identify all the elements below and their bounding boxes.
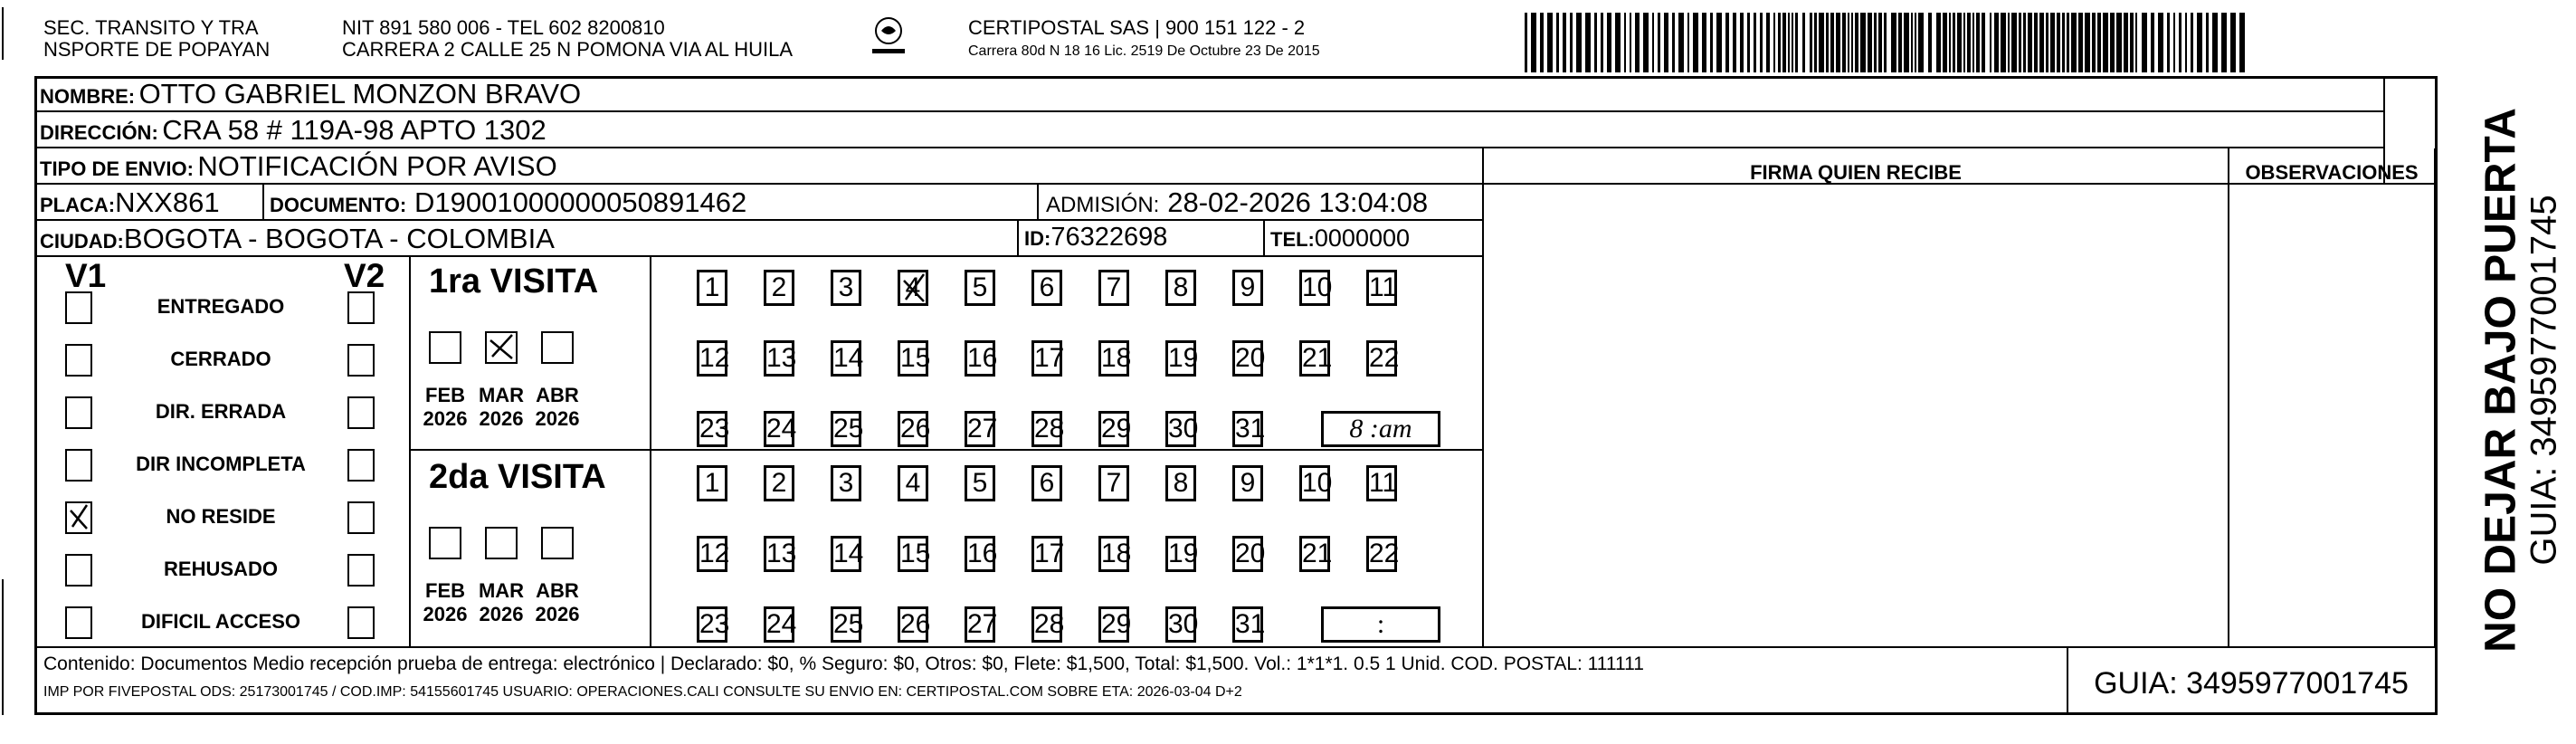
ciudad-value: BOGOTA - BOGOTA - COLOMBIA [123,223,555,254]
month-name: ABR [536,579,579,602]
barcode-bar [2173,13,2175,72]
month-checkbox[interactable] [485,331,518,364]
barcode-bar [2092,13,2096,72]
day-box[interactable]: 29 [1098,606,1129,643]
cell-divider [1263,221,1265,257]
month-checkbox[interactable] [541,331,574,364]
status-label: REHUSADO [164,558,278,580]
barcode-bar [1754,13,1756,72]
sender-nit: NIT 891 580 006 - TEL 602 8200810 [342,16,665,39]
placa-label: PLACA: [40,194,116,216]
barcode-bar [1904,13,1909,72]
day-box[interactable]: 17 [1031,340,1062,377]
edge-mark [2,7,4,60]
sender-address: CARRERA 2 CALLE 25 N POMONA VIA AL HUILA [342,38,794,61]
barcode-bar [2023,13,2026,72]
day-box[interactable]: 30 [1165,411,1196,447]
visit-title: 2da VISITA [429,458,606,496]
row-divider [36,219,1484,221]
barcode-bar [2019,13,2021,72]
check-mark-icon [67,503,90,532]
direccion-label: DIRECCIÓN: [40,121,158,144]
day-box[interactable]: 28 [1031,606,1062,643]
day-box[interactable]: 12 [697,340,727,377]
day-box[interactable]: 30 [1165,606,1196,643]
signature-area[interactable] [1486,186,2226,644]
no-dejar-warning: NO DEJAR BAJO PUERTA [2476,108,2525,653]
barcode-bar [2085,13,2090,72]
month-year: 2026 [535,603,580,625]
month-checkbox[interactable] [541,527,574,559]
row-divider [36,147,2383,148]
barcode-bar [1795,13,1798,72]
ciudad-cell [40,223,555,255]
barcode-bar [1643,13,1649,72]
barcode-bar [2001,13,2006,72]
day-box[interactable]: 20 [1232,536,1263,572]
status-label: DIR. ERRADA [155,400,287,423]
barcode-bar [2179,13,2182,72]
tel-cell [1270,224,1410,253]
barcode-bar [1918,13,1924,72]
cell-divider [650,257,651,648]
day-box[interactable]: 8 [1165,465,1196,501]
barcode-bar [2071,13,2077,72]
barcode-bar [1994,13,1999,72]
barcode-bar [2239,13,2245,72]
ciudad-label: CIUDAD: [40,230,124,253]
month-checkbox[interactable] [429,331,461,364]
day-box[interactable]: 14 [831,536,861,572]
month-checkbox[interactable] [429,527,461,559]
day-box[interactable]: 31 [1232,606,1263,643]
day-box[interactable]: 2 [764,270,794,306]
month-name: MAR [478,579,525,602]
barcode-bar [2151,13,2154,72]
barcode-bar [2142,13,2147,72]
barcode-bar [1733,13,1736,72]
observations-area[interactable] [2231,186,2432,644]
barcode-bar [1740,13,1744,72]
v1-checkbox[interactable] [65,344,92,377]
cell-divider [1037,185,1039,221]
v2-checkbox[interactable] [347,291,375,324]
barcode-bar [1601,13,1603,72]
month-year: 2026 [423,407,468,430]
barcode-bar [1949,13,1951,72]
barcode-bar [1836,13,1840,72]
direccion-value: CRA 58 # 119A-98 APTO 1302 [162,114,547,146]
day-box[interactable]: 7 [1098,465,1129,501]
day-box[interactable]: 4 [898,270,928,306]
day-box[interactable]: 13 [764,536,794,572]
barcode-bar [1672,13,1675,72]
day-box[interactable]: 11 [1366,465,1397,501]
footer-divider [36,646,2436,648]
barcode-bar [1725,13,1729,72]
barcode-bar [1576,13,1582,72]
tel-value: 0000000 [1314,224,1411,252]
id-label: ID: [1024,227,1051,250]
barcode-bar [1884,13,1887,72]
placa-value: NXX861 [115,186,220,218]
barcode-bar [1773,13,1775,72]
check-mark-icon [900,272,927,305]
barcode-bar [1972,13,1974,72]
v1-checkbox[interactable] [65,501,92,534]
cell-divider [1017,221,1019,257]
barcode-bar [1891,13,1896,72]
day-box[interactable]: 27 [965,606,995,643]
day-box[interactable]: 6 [1031,465,1062,501]
day-box[interactable]: 14 [831,340,861,377]
id-value: 76322698 [1050,223,1168,252]
day-box[interactable]: 21 [1299,340,1330,377]
company-address: Carrera 80d N 18 16 Lic. 2519 De Octubre 23 De 2015 [968,43,1320,59]
month-year: 2026 [479,603,524,625]
barcode-bar [2039,13,2044,72]
sender-name-line1: SEC. TRANSITO Y TRA [43,16,259,39]
cell-divider [262,185,264,219]
barcode-bar [1936,13,1941,72]
month-name: ABR [536,384,579,406]
day-box[interactable]: 22 [1366,536,1397,572]
time-field[interactable]: 8 :am [1321,411,1440,447]
barcode-bar [2011,13,2017,72]
v2-checkbox[interactable] [347,396,375,429]
barcode-bar [1630,13,1631,72]
barcode-bar [2212,13,2218,72]
documento-cell [270,186,746,219]
day-box[interactable]: 26 [898,606,928,643]
barcode-bar [1615,13,1621,72]
barcode-bar [2062,13,2065,72]
day-box[interactable]: 3 [831,465,861,501]
id-cell [1024,223,1167,253]
barcode-bar [2050,13,2055,72]
v1-checkbox[interactable] [65,554,92,587]
barcode-bar [1814,13,1817,72]
documento-label: DOCUMENTO: [270,194,407,216]
status-label: NO RESIDE [166,505,276,528]
col-divider [2228,148,2229,648]
barcode-bar [1782,13,1786,72]
barcode-bar [2158,13,2163,72]
barcode-bar [1953,13,1955,72]
barcode-bar [2191,13,2193,72]
month-name: FEB [425,579,465,602]
barcode-bar [1898,13,1902,72]
day-box[interactable]: 26 [898,411,928,447]
barcode-bar [1830,13,1834,72]
barcode-bar [1855,13,1858,72]
barcode-bar [1702,13,1706,72]
barcode-bar [1710,13,1713,72]
time-field[interactable]: : [1321,606,1440,643]
status-label: DIFICIL ACCESO [140,610,300,633]
barcode-bar [1819,13,1824,72]
v2-checkbox[interactable] [347,344,375,377]
day-box[interactable]: 5 [965,465,995,501]
barcode-bar [2221,13,2227,72]
day-box[interactable]: 12 [697,536,727,572]
day-box[interactable]: 10 [1299,270,1330,306]
barcode-bar [1716,13,1722,72]
day-box[interactable]: 16 [965,536,995,572]
barcode-bar [2034,13,2038,72]
status-label: CERRADO [170,348,271,370]
v2-label: V2 [344,257,385,294]
barcode-bar [1957,13,1962,72]
month-name: MAR [478,384,525,406]
barcode-bar [1747,13,1750,72]
day-box[interactable]: 24 [764,411,794,447]
col-divider [2434,148,2436,648]
barcode-bar [1868,13,1872,72]
barcode-bar [1963,13,1965,72]
firma-header: FIRMA QUIEN RECIBE [1750,161,1962,184]
side-guia: GUIA: 3495977001745 [2524,195,2564,566]
barcode-bar [1990,13,1991,72]
visit-divider [411,449,1484,451]
barcode-bar [2206,13,2209,72]
barcode-bar [1531,13,1536,72]
day-box[interactable]: 27 [965,411,995,447]
row-divider [36,255,1484,257]
day-box[interactable]: 4 [898,465,928,501]
day-box[interactable]: 15 [898,536,928,572]
v1-checkbox[interactable] [65,291,92,324]
day-box[interactable]: 7 [1098,270,1129,306]
barcode-bar [2057,13,2060,72]
barcode-bar [2046,13,2048,72]
direccion-row [40,114,547,147]
barcode-bar [1874,13,1877,72]
v2-checkbox[interactable] [347,449,375,482]
day-box[interactable]: 29 [1098,411,1129,447]
day-box[interactable]: 25 [831,606,861,643]
sender-name-line2: NSPORTE DE POPAYAN [43,38,271,61]
admision-value: 28-02-2026 13:04:08 [1167,186,1429,218]
barcode-bar [2116,13,2122,72]
barcode-bar [1766,13,1770,72]
barcode-bar [1624,13,1626,72]
month-checkbox[interactable] [485,527,518,559]
v1-label: V1 [65,257,107,294]
day-box[interactable]: 23 [697,606,727,643]
barcode-bar [1943,13,1947,72]
barcode-bar [1540,13,1544,72]
barcode-bar [1788,13,1790,72]
barcode-bar [1652,13,1654,72]
day-box[interactable]: 20 [1232,340,1263,377]
day-box[interactable]: 9 [1232,465,1263,501]
tipo-envio-row [40,150,557,183]
guia-footer: GUIA: 3495977001745 [2094,666,2409,701]
barcode-bar [2110,13,2115,72]
col-divider [1482,148,1484,648]
day-box[interactable]: 23 [697,411,727,447]
row-divider [36,110,2383,112]
day-box[interactable]: 17 [1031,536,1062,572]
barcode-bar [2130,13,2134,72]
barcode-bar [1635,13,1640,72]
day-box[interactable]: 1 [697,270,727,306]
barcode-bar [1778,13,1781,72]
placa-cell [40,186,220,219]
day-box[interactable]: 18 [1098,536,1129,572]
barcode-bar [1585,13,1591,72]
status-label: DIR INCOMPLETA [136,453,306,475]
barcode-bar [1607,13,1611,72]
barcode-bar [2135,13,2137,72]
tel-label: TEL: [1270,228,1315,251]
barcode-bar [1563,13,1566,72]
barcode-bar [1928,13,1932,72]
barcode-bar [1878,13,1882,72]
day-box[interactable]: 21 [1299,536,1330,572]
barcode-bar [1915,13,1916,72]
v2-checkbox[interactable] [347,554,375,587]
barcode-bar [2103,13,2108,72]
day-box[interactable]: 19 [1165,340,1196,377]
day-box[interactable]: 28 [1031,411,1062,447]
day-box[interactable]: 10 [1299,465,1330,501]
check-mark-icon [487,333,516,362]
barcode-bar [1547,13,1553,72]
barcode-bar [1842,13,1846,72]
day-box[interactable]: 2 [764,465,794,501]
certipostal-logo-icon [869,14,908,56]
barcode-bar [1570,13,1573,72]
v1-checkbox[interactable] [65,449,92,482]
barcode-bar [2230,13,2236,72]
day-box[interactable]: 5 [965,270,995,306]
visit-title: 1ra VISITA [429,262,599,300]
barcode-bar [1658,13,1660,72]
nombre-value: OTTO GABRIEL MONZON BRAVO [138,78,582,110]
cell-divider [409,257,411,648]
v1-checkbox[interactable] [65,396,92,429]
barcode-bar [2124,13,2128,72]
month-name: FEB [425,384,465,406]
imp-text: IMP POR FIVEPOSTAL ODS: 25173001745 / COD.IMP: 54155601745 USUARIO: OPERACIONES.CALI CONSULTE SU ENVIO EN: CERTIPOSTAL.COM SOBRE ETA: 2026-03-04 D+2 [43,684,1242,700]
tipo-envio-value: NOTIFICACIÓN POR AVISO [197,150,557,182]
admision-cell [1046,186,1428,219]
barcode-bar [1911,13,1913,72]
barcode-bar [1851,13,1853,72]
barcode-bar [2197,13,2202,72]
day-box[interactable]: 9 [1232,270,1263,306]
barcode-bar [1967,13,1971,72]
documento-value: D19001000000050891462 [414,186,747,218]
day-box[interactable]: 11 [1366,270,1397,306]
barcode-bar [1810,13,1812,72]
day-box[interactable]: 3 [831,270,861,306]
day-box[interactable]: 18 [1098,340,1129,377]
barcode-bar [1860,13,1866,72]
barcode-bar [2078,13,2083,72]
day-box[interactable]: 8 [1165,270,1196,306]
barcode-bar [2028,13,2032,72]
day-box[interactable]: 1 [697,465,727,501]
observaciones-header: OBSERVACIONES [2245,161,2419,184]
barcode-bar [2167,13,2170,72]
day-box[interactable]: 25 [831,411,861,447]
tipo-envio-label: TIPO DE ENVIO: [40,157,194,180]
barcode-bar [1678,13,1684,72]
barcode-bar [1687,13,1689,72]
day-box[interactable]: 19 [1165,536,1196,572]
barcode-bar [1976,13,1980,72]
v2-checkbox[interactable] [347,606,375,639]
barcode-bar [1802,13,1805,72]
day-box[interactable]: 13 [764,340,794,377]
barcode-bar [1848,13,1849,72]
barcode-bar [1664,13,1668,72]
day-box[interactable]: 6 [1031,270,1062,306]
barcode-bar [1792,13,1793,72]
day-box[interactable]: 22 [1366,340,1397,377]
barcode-bar [1982,13,1985,72]
barcode [1525,13,2258,72]
edge-mark [2,579,4,715]
status-label: ENTREGADO [157,295,285,318]
barcode-bar [1760,13,1763,72]
month-year: 2026 [535,407,580,430]
day-box[interactable]: 31 [1232,411,1263,447]
company-name: CERTIPOSTAL SAS | 900 151 122 - 2 [968,16,1306,39]
month-year: 2026 [479,407,524,430]
nombre-label: NOMBRE: [40,85,136,108]
barcode-bar [1525,13,1527,72]
barcode-bar [1594,13,1597,72]
contenido-text: Contenido: Documentos Medio recepción prueba de entrega: electrónico | Declarado: $0, % Seguro: $0, Otros: $0, Flete: $1,500, Total: $1,500. Vol.: 1*1*1. 0.5 1 Unid. COD. POSTAL: 111111 [43,653,1644,674]
day-box[interactable]: 24 [764,606,794,643]
admision-label: ADMISIÓN: [1046,193,1160,217]
barcode-bar [1693,13,1698,72]
day-box[interactable]: 16 [965,340,995,377]
barcode-bar [1826,13,1829,72]
barcode-bar [2097,13,2101,72]
barcode-bar [2008,13,2010,72]
month-year: 2026 [423,603,468,625]
nombre-row [40,78,581,110]
v2-checkbox[interactable] [347,501,375,534]
barcode-bar [1556,13,1559,72]
v1-checkbox[interactable] [65,606,92,639]
barcode-bar [2185,13,2187,72]
day-box[interactable]: 15 [898,340,928,377]
barcode-bar [2067,13,2069,72]
